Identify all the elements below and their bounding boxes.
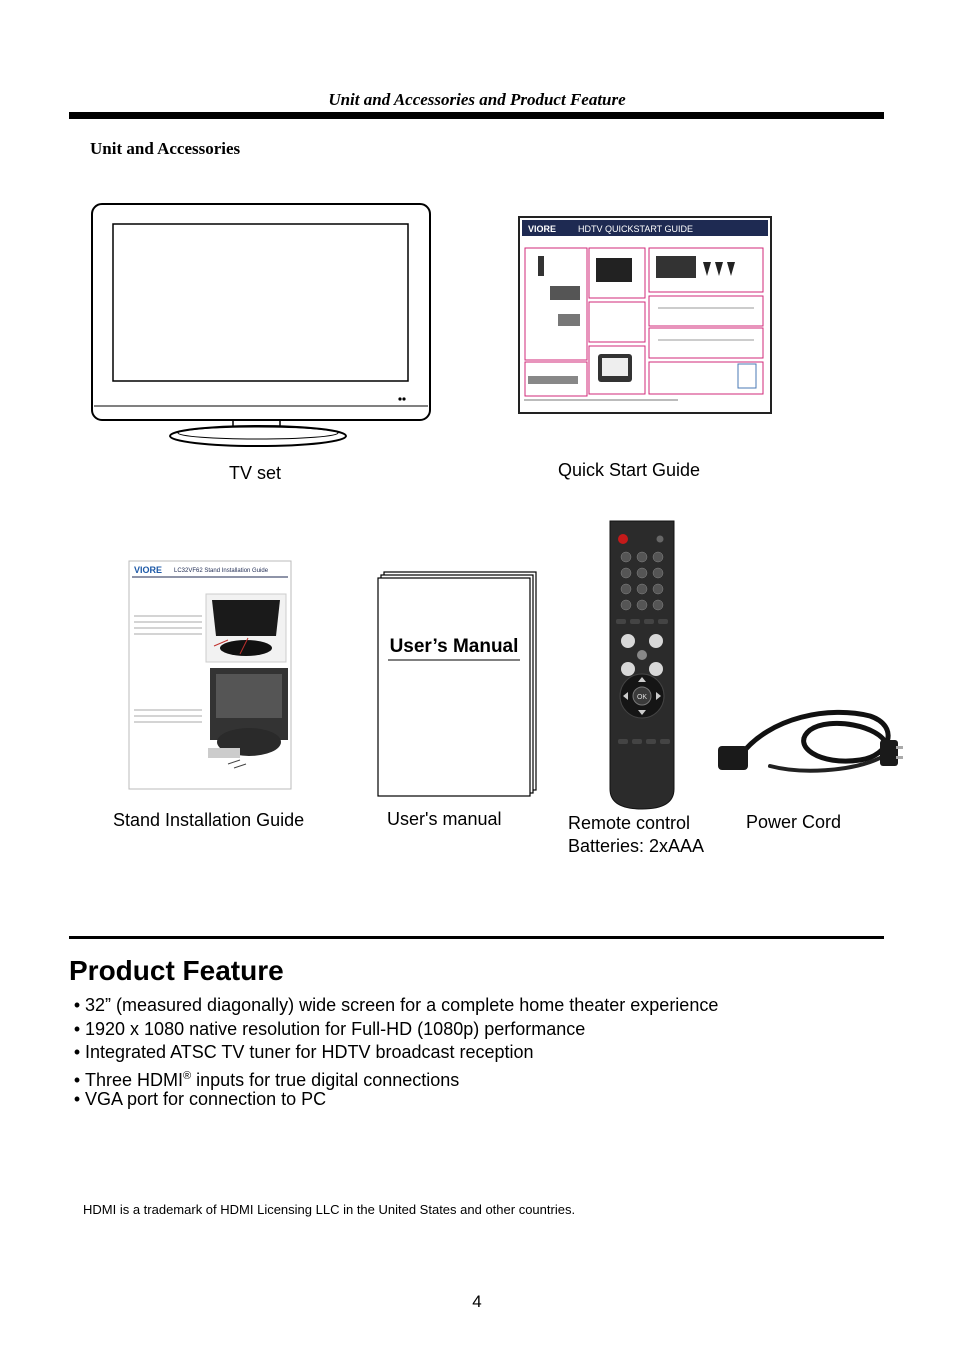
page-number: 4 <box>472 1292 482 1311</box>
remote-control-illustration <box>606 519 678 811</box>
remote-caption-line1: Remote control <box>568 813 691 833</box>
stand-guide-caption: Stand Installation Guide <box>113 810 305 830</box>
product-feature-heading: Product Feature <box>69 955 284 986</box>
registered-mark: ® <box>183 1069 192 1082</box>
bullet: • <box>73 1069 81 1090</box>
power-cord-illustration <box>710 696 906 786</box>
stand-guide-doc-title: LC32VF62 Stand Installation Guide <box>174 568 269 574</box>
quick-start-brand: VIORE <box>528 224 557 234</box>
feature-item <box>69 1088 718 1112</box>
tv-set-illustration <box>88 200 436 450</box>
feature-text: VGA port for connection to PC <box>85 1089 327 1109</box>
bullet: • <box>73 1089 81 1109</box>
feature-text: 1920 x 1080 native resolution for Full-HD (1080p) performance <box>85 1018 586 1039</box>
feature-item <box>69 994 718 1018</box>
remote-ok-label: OK <box>636 694 648 701</box>
feature-text: 32” (measured diagonally) wide screen for a complete home theater experience <box>85 995 719 1015</box>
page-header-title: Unit and Accessories and Product Feature <box>328 90 626 109</box>
stand-installation-guide-illustration <box>128 560 292 790</box>
quick-start-guide-illustration <box>518 216 772 414</box>
manual-cover-title: User’s Manual <box>389 636 519 657</box>
bullet: • <box>73 1018 81 1039</box>
remote-control-caption <box>568 812 704 858</box>
stand-guide-brand: VIORE <box>134 565 163 575</box>
feature-text-cont: inputs for true digital connections <box>191 1069 460 1090</box>
feature-item <box>69 1065 718 1089</box>
bullet: • <box>73 1042 81 1062</box>
header-rule <box>69 112 884 119</box>
section-rule <box>69 936 884 939</box>
feature-text: Three HDMI <box>85 1069 184 1090</box>
users-manual-illustration <box>374 570 540 798</box>
tv-set-caption: TV set <box>229 463 282 483</box>
bullet: • <box>73 995 81 1015</box>
power-cord-caption: Power Cord <box>746 812 842 832</box>
feature-item <box>69 1041 718 1065</box>
trademark-footnote: HDMI is a trademark of HDMI Licensing LLC in the United States and other countries. <box>83 1202 576 1217</box>
quick-start-guide-caption: Quick Start Guide <box>558 460 701 480</box>
feature-text: Integrated ATSC TV tuner for HDTV broadcast reception <box>85 1042 534 1062</box>
remote-caption-line2: Batteries: 2xAAA <box>568 836 705 856</box>
feature-list <box>69 994 718 1112</box>
unit-accessories-heading: Unit and Accessories <box>90 139 241 158</box>
users-manual-caption: User's manual <box>387 809 502 829</box>
feature-item <box>69 1018 718 1042</box>
quick-start-doc-title: HDTV QUICKSTART GUIDE <box>578 224 694 234</box>
